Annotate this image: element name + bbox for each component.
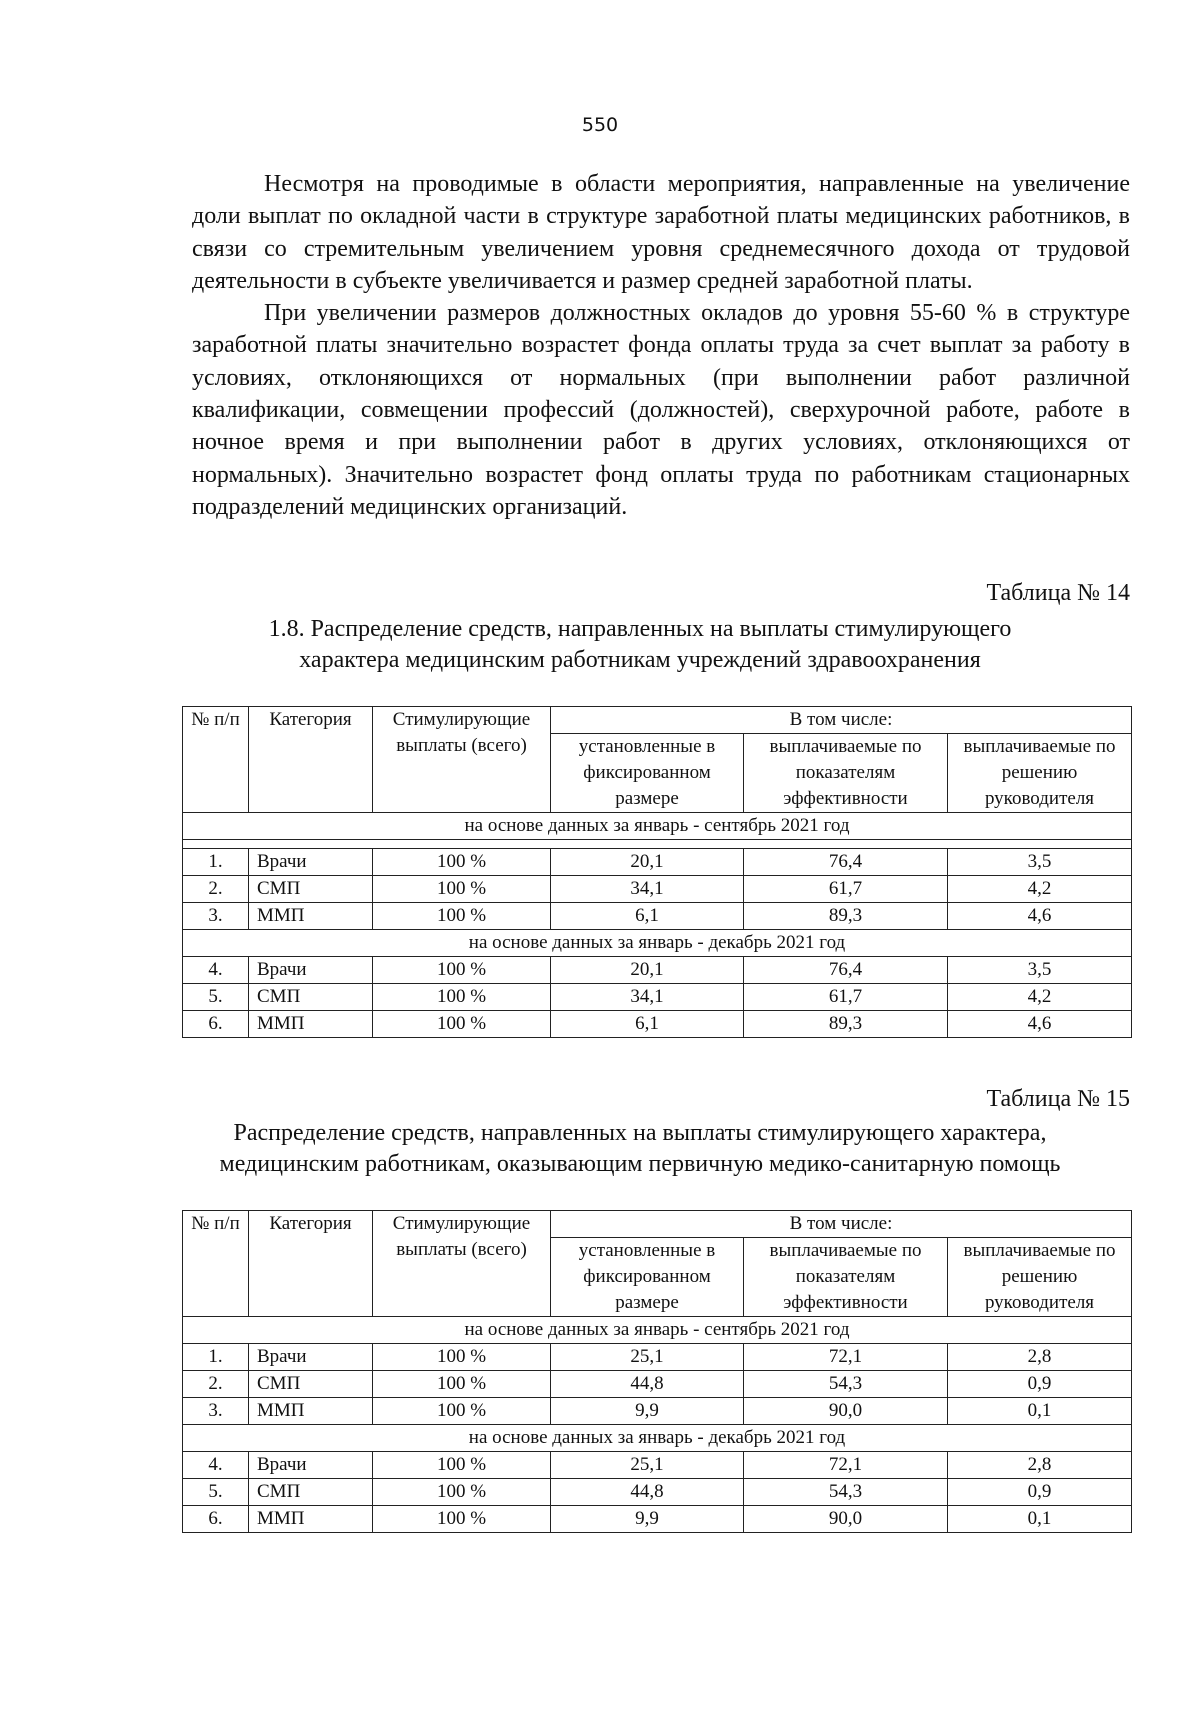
- table-15: [182, 1210, 1132, 1533]
- cell-fixed: 44,8: [551, 1371, 744, 1398]
- header-num: № п/п: [183, 1211, 249, 1317]
- table-row: [183, 1506, 1132, 1533]
- cell-efficiency: 89,3: [744, 1011, 948, 1038]
- table-15-title-line: медицинским работникам, оказывающим первичную медико-санитарную помощь: [219, 1151, 1061, 1177]
- cell-manager: 0,1: [948, 1506, 1132, 1533]
- table-15-title: [150, 1118, 1130, 1180]
- cell-fixed: 25,1: [551, 1452, 744, 1479]
- cell-total: 100 %: [373, 1371, 551, 1398]
- cell-efficiency: 61,7: [744, 984, 948, 1011]
- cell-fixed: 6,1: [551, 1011, 744, 1038]
- cell-category: Врачи: [249, 849, 373, 876]
- cell-num: 1.: [183, 849, 249, 876]
- cell-total: 100 %: [373, 1479, 551, 1506]
- cell-category: ММП: [249, 1011, 373, 1038]
- cell-manager: 2,8: [948, 1344, 1132, 1371]
- table-row: [183, 984, 1132, 1011]
- cell-num: 5.: [183, 1479, 249, 1506]
- header-category: Категория: [249, 707, 373, 813]
- cell-manager: 0,1: [948, 1398, 1132, 1425]
- cell-num: 3.: [183, 903, 249, 930]
- header-fixed: установленные в фиксированном размере: [551, 1238, 744, 1317]
- table-row: [183, 1371, 1132, 1398]
- cell-num: 2.: [183, 1371, 249, 1398]
- table-row: [183, 957, 1132, 984]
- section-label: на основе данных за январь - сентябрь 2021 год: [183, 813, 1132, 840]
- cell-total: 100 %: [373, 876, 551, 903]
- header-efficiency: выплачиваемые по показателям эффективности: [744, 734, 948, 813]
- table-15-label: Таблица № 15: [986, 1086, 1130, 1112]
- cell-efficiency: 90,0: [744, 1398, 948, 1425]
- cell-efficiency: 54,3: [744, 1371, 948, 1398]
- cell-category: ММП: [249, 903, 373, 930]
- page-number: 550: [581, 114, 619, 136]
- cell-num: 6.: [183, 1506, 249, 1533]
- header-manager: выплачиваемые по решению руководителя: [948, 734, 1132, 813]
- cell-efficiency: 72,1: [744, 1344, 948, 1371]
- header-manager: выплачиваемые по решению руководителя: [948, 1238, 1132, 1317]
- cell-fixed: 6,1: [551, 903, 744, 930]
- cell-total: 100 %: [373, 849, 551, 876]
- table-row: [183, 849, 1132, 876]
- cell-fixed: 9,9: [551, 1398, 744, 1425]
- section-row: [183, 930, 1132, 957]
- table-14: [182, 706, 1132, 1038]
- cell-category: Врачи: [249, 1452, 373, 1479]
- cell-manager: 4,2: [948, 876, 1132, 903]
- cell-manager: 4,6: [948, 1011, 1132, 1038]
- cell-efficiency: 76,4: [744, 849, 948, 876]
- table-row: [183, 1398, 1132, 1425]
- cell-manager: 3,5: [948, 957, 1132, 984]
- cell-total: 100 %: [373, 1011, 551, 1038]
- table-header-row: [183, 1211, 1132, 1238]
- cell-total: 100 %: [373, 1344, 551, 1371]
- header-total: Стимулирующие выплаты (всего): [373, 707, 551, 813]
- section-label: на основе данных за январь - декабрь 2021 год: [183, 930, 1132, 957]
- header-total: Стимулирующие выплаты (всего): [373, 1211, 551, 1317]
- cell-fixed: 34,1: [551, 984, 744, 1011]
- cell-fixed: 9,9: [551, 1506, 744, 1533]
- header-num: № п/п: [183, 707, 249, 813]
- section-label: на основе данных за январь - декабрь 2021 год: [183, 1425, 1132, 1452]
- cell-category: Врачи: [249, 1344, 373, 1371]
- cell-manager: 3,5: [948, 849, 1132, 876]
- cell-num: 6.: [183, 1011, 249, 1038]
- table-14-label: Таблица № 14: [986, 580, 1130, 606]
- cell-category: СМП: [249, 984, 373, 1011]
- cell-total: 100 %: [373, 903, 551, 930]
- cell-total: 100 %: [373, 1452, 551, 1479]
- cell-efficiency: 90,0: [744, 1506, 948, 1533]
- table-15-title-line: Распределение средств, направленных на выплаты стимулирующего характера,: [233, 1120, 1047, 1146]
- cell-category: ММП: [249, 1506, 373, 1533]
- cell-num: 2.: [183, 876, 249, 903]
- cell-efficiency: 54,3: [744, 1479, 948, 1506]
- table-header-row: [183, 707, 1132, 734]
- cell-fixed: 20,1: [551, 849, 744, 876]
- table-14-title-line: 1.8. Распределение средств, направленных на выплаты стимулирующего: [268, 616, 1012, 642]
- cell-num: 1.: [183, 1344, 249, 1371]
- table-row: [183, 903, 1132, 930]
- header-efficiency: выплачиваемые по показателям эффективности: [744, 1238, 948, 1317]
- table-row: [183, 1344, 1132, 1371]
- paragraph: Несмотря на проводимые в области мероприятия, направленные на увеличение доли выплат по окладной части в структуре заработной платы медицинских работников, в связи со стремительным увеличением уровня среднемесячного дохода от трудовой деятельности в субъекте увеличивается и размер средней заработной платы.: [192, 171, 1130, 294]
- cell-efficiency: 89,3: [744, 903, 948, 930]
- cell-total: 100 %: [373, 1398, 551, 1425]
- cell-num: 3.: [183, 1398, 249, 1425]
- table-row: [183, 876, 1132, 903]
- paragraph: При увеличении размеров должностных окладов до уровня 55-60 % в структуре заработной платы значительно возрастет фонда оплаты труда за счет выплат за работу в условиях, отклоняющихся от нормальных (при выполнении работ различной квалификации, совмещении профессий (должностей), сверхурочной работе, работе в ночное время и при выполнении работ в других условиях, отклоняющихся от нормальных). Значительно возрастет фонд оплаты труда по работникам стационарных подразделений медицинских организаций.: [192, 300, 1130, 520]
- table-14-title: [150, 614, 1130, 676]
- cell-category: Врачи: [249, 957, 373, 984]
- header-category: Категория: [249, 1211, 373, 1317]
- cell-efficiency: 61,7: [744, 876, 948, 903]
- table-14-title-line: характера медицинским работникам учреждений здравоохранения: [299, 647, 981, 673]
- cell-category: СМП: [249, 876, 373, 903]
- section-label: на основе данных за январь - сентябрь 2021 год: [183, 1317, 1132, 1344]
- cell-manager: 2,8: [948, 1452, 1132, 1479]
- header-including: В том числе:: [551, 707, 1132, 734]
- cell-total: 100 %: [373, 984, 551, 1011]
- cell-total: 100 %: [373, 1506, 551, 1533]
- cell-fixed: 25,1: [551, 1344, 744, 1371]
- table-row: [183, 1479, 1132, 1506]
- cell-total: 100 %: [373, 957, 551, 984]
- cell-manager: 4,6: [948, 903, 1132, 930]
- cell-category: ММП: [249, 1398, 373, 1425]
- section-row: [183, 1425, 1132, 1452]
- section-row: [183, 813, 1132, 840]
- cell-manager: 0,9: [948, 1371, 1132, 1398]
- cell-manager: 4,2: [948, 984, 1132, 1011]
- spacer-row: [183, 840, 1132, 849]
- cell-fixed: 44,8: [551, 1479, 744, 1506]
- cell-manager: 0,9: [948, 1479, 1132, 1506]
- body-text: [192, 168, 1130, 523]
- cell-efficiency: 76,4: [744, 957, 948, 984]
- header-fixed: установленные в фиксированном размере: [551, 734, 744, 813]
- section-row: [183, 1317, 1132, 1344]
- cell-num: 4.: [183, 957, 249, 984]
- cell-num: 4.: [183, 1452, 249, 1479]
- table-row: [183, 1011, 1132, 1038]
- cell-fixed: 34,1: [551, 876, 744, 903]
- header-including: В том числе:: [551, 1211, 1132, 1238]
- table-row: [183, 1452, 1132, 1479]
- cell-category: СМП: [249, 1479, 373, 1506]
- cell-category: СМП: [249, 1371, 373, 1398]
- cell-num: 5.: [183, 984, 249, 1011]
- cell-efficiency: 72,1: [744, 1452, 948, 1479]
- cell-fixed: 20,1: [551, 957, 744, 984]
